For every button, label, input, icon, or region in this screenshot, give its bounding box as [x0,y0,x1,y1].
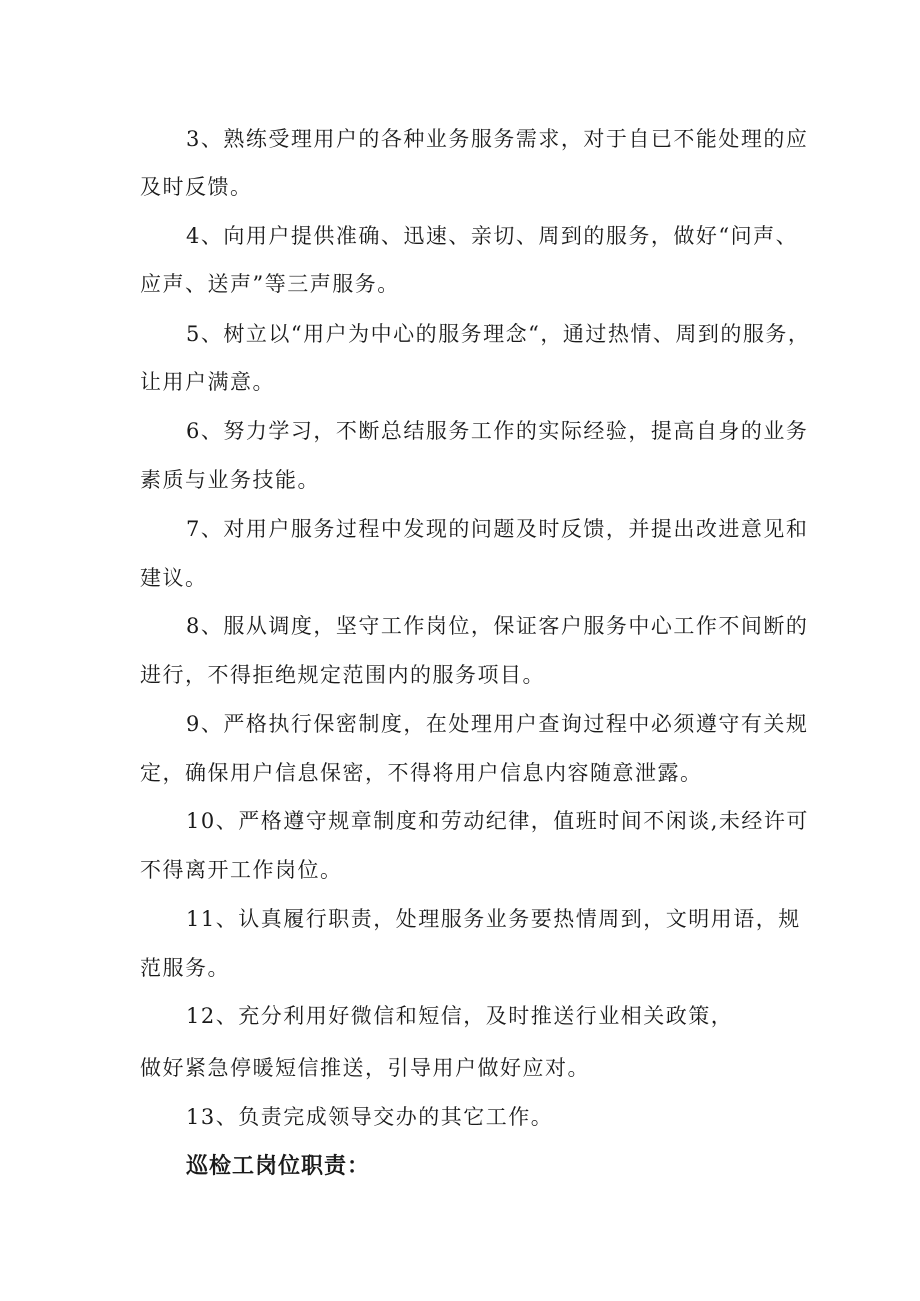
item-10-line-1: 10、严格遵守规章制度和劳动纪律，值班时间不闲谈,未经许可 [186,809,809,833]
item-7-line-1: 7、对用户服务过程中发现的问题及时反馈，并提出改进意见和 [186,517,809,541]
item-7-line-2: 建议。 [140,566,208,590]
item-4-line-1: 4、向用户提供准确、迅速、亲切、周到的服务，做好“问声、 [186,224,799,248]
item-8-line-1: 8、服从调度，坚守工作岗位，保证客户服务中心工作不间断的 [186,614,809,638]
item-5-line-1: 5、树立以“用户为中心的服务理念“，通过热情、周到的服务， [186,322,811,346]
item-10-line-2: 不得离开工作岗位。 [140,858,343,882]
item-12-line-1: 12、充分利用好微信和短信，及时推送行业相关政策， [186,1004,734,1028]
item-12-line-2: 做好紧急停暖短信推送，引导用户做好应对。 [140,1056,590,1080]
item-5-line-2: 让用户满意。 [140,370,275,394]
item-6-line-2: 素质与业务技能。 [140,468,320,492]
item-11-line-1: 11、认真履行职责，处理服务业务要热情周到，文明用语，规 [186,907,801,931]
item-9-line-2: 定，确保用户信息保密，不得将用户信息内容随意泄露。 [140,761,703,785]
item-13-line-1: 13、负责完成领导交办的其它工作。 [186,1105,554,1129]
item-8-line-2: 进行，不得拒绝规定范围内的服务项目。 [140,663,545,687]
item-3-line-2: 及时反馈。 [140,175,253,199]
item-3-line-1: 3、熟练受理用户的各种业务服务需求，对于自已不能处理的应 [186,127,809,151]
item-4-line-2: 应声、送声”等三声服务。 [140,272,400,296]
item-9-line-1: 9、严格执行保密制度，在处理用户查询过程中必须遵守有关规 [186,712,809,736]
item-11-line-2: 范服务。 [140,956,230,980]
item-6-line-1: 6、努力学习，不断总结服务工作的实际经验，提高自身的业务 [186,419,809,443]
section-heading: 巡检工岗位职责： [186,1154,371,1179]
